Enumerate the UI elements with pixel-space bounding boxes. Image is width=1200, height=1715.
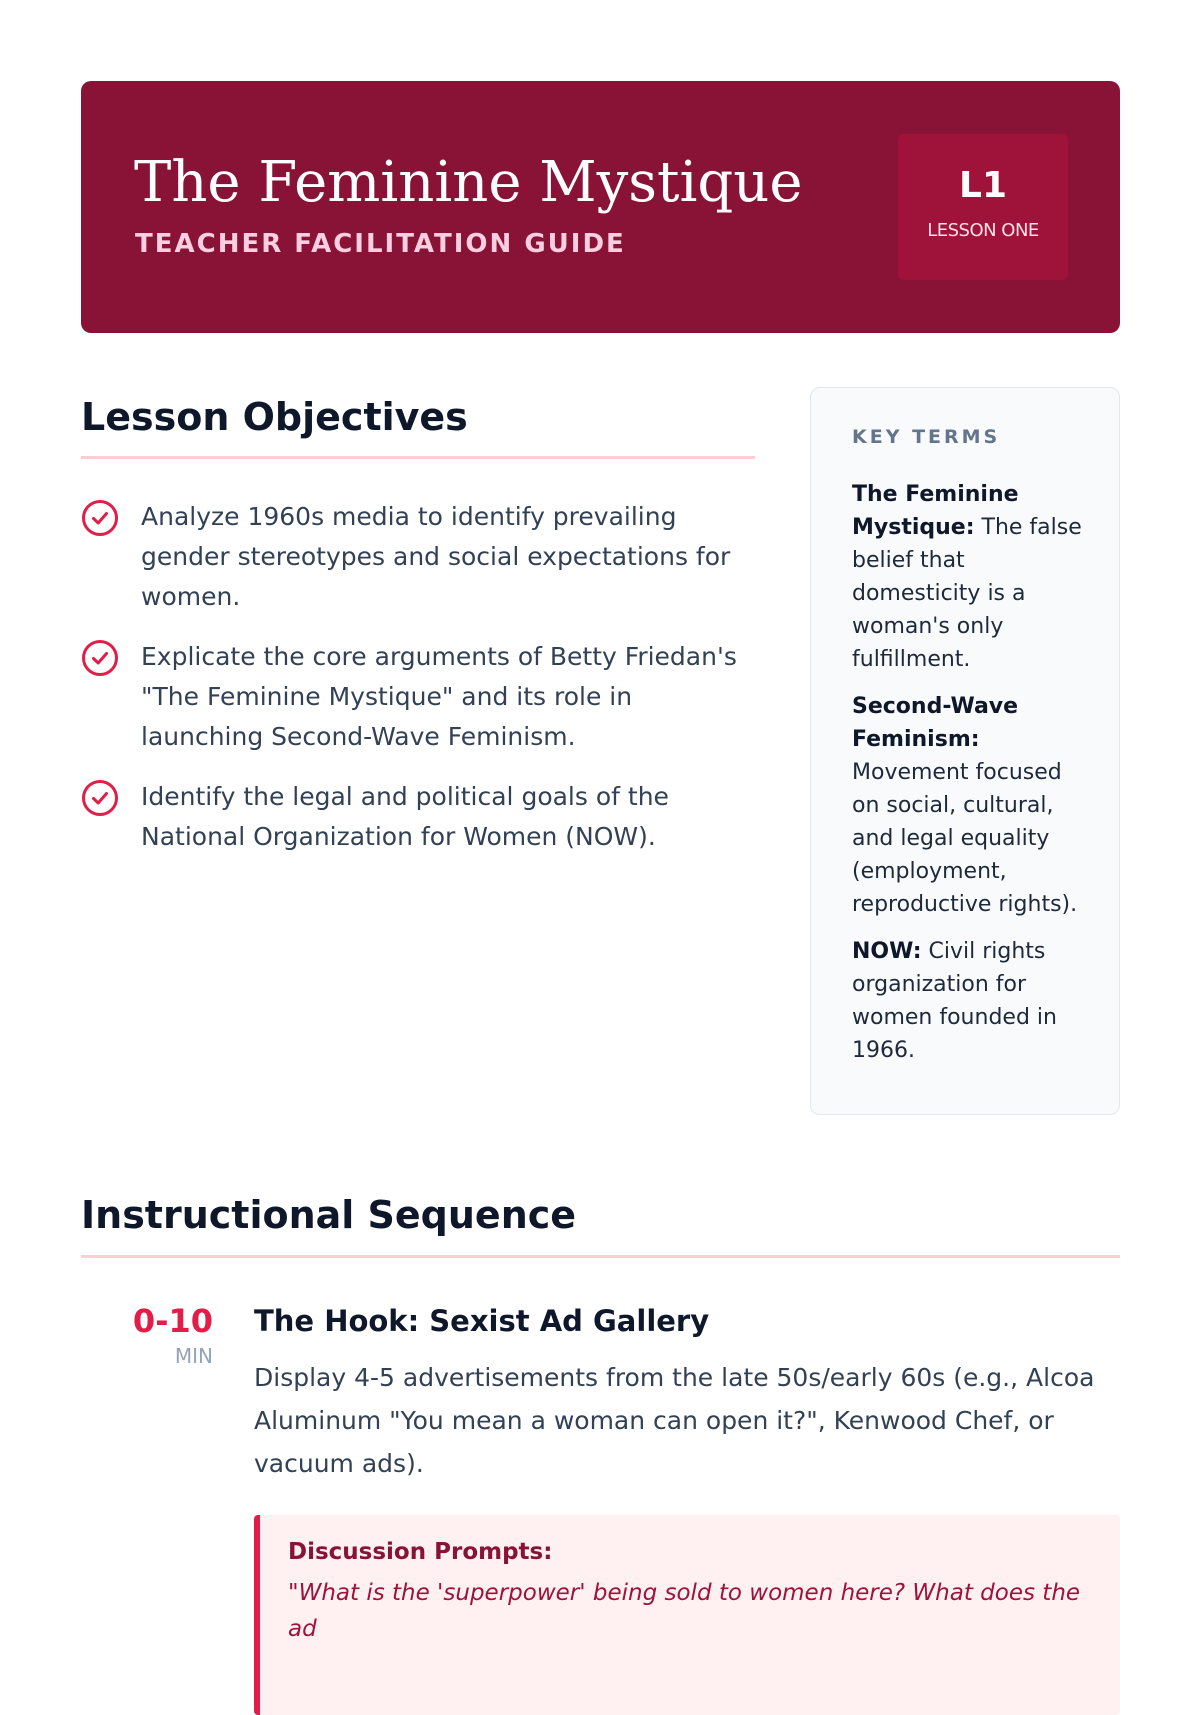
step-description: Display 4-5 advertisements from the late 50s/early 60s (e.g., Alcoa Aluminum "You mean a woman can open it?", Kenwood Chef, or vacuum ads). <box>254 1363 1095 1478</box>
objective-text: Analyze 1960s media to identify prevailing gender stereotypes and social expectations for women. <box>141 502 731 611</box>
check-circle-icon <box>81 499 119 537</box>
instructional-sequence-section <box>81 1185 1120 1715</box>
key-terms-panel <box>810 387 1120 1115</box>
check-circle-icon <box>81 779 119 817</box>
step-title: The Hook: Sexist Ad Gallery <box>254 1304 710 1338</box>
objectives-divider <box>81 456 755 459</box>
key-term-definition: Civil rights organization for women founded in 1966. <box>852 939 1057 1063</box>
key-terms-heading: KEY TERMS <box>852 426 1001 448</box>
objectives-list <box>81 497 755 857</box>
lesson-badge-code: L1 <box>959 165 1007 206</box>
step-time-range: 0-10 <box>132 1302 213 1340</box>
key-term-definition: Movement focused on social, cultural, and legal equality (employment, reproductive rights). <box>852 760 1078 917</box>
key-term-item <box>852 690 1089 921</box>
key-term-item <box>852 478 1089 676</box>
objective-text: Identify the legal and political goals of the National Organization for Women (NOW). <box>141 782 669 851</box>
page-title: The Feminine Mystique <box>134 150 803 215</box>
objective-item <box>81 637 755 757</box>
sequence-step <box>81 1300 1120 1715</box>
discussion-prompts-heading: Discussion Prompts: <box>288 1539 553 1565</box>
key-term-item <box>852 935 1089 1067</box>
key-term: The Feminine Mystique: <box>852 482 1019 540</box>
check-circle-icon <box>81 639 119 677</box>
objective-text: Explicate the core arguments of Betty Friedan's "The Feminine Mystique" and its role in launching Second-Wave Feminism. <box>141 642 737 751</box>
header-banner <box>81 81 1120 333</box>
lesson-badge <box>898 134 1068 280</box>
step-body <box>254 1300 1120 1715</box>
step-time-unit: MIN <box>174 1344 213 1368</box>
key-term: NOW: <box>852 939 922 964</box>
step-time <box>81 1300 213 1370</box>
page-subtitle: TEACHER FACILITATION GUIDE <box>135 229 626 259</box>
objective-item <box>81 777 755 857</box>
key-term: Second-Wave Feminism: <box>852 694 1019 752</box>
lesson-objectives-section <box>81 390 755 877</box>
discussion-prompt-text: "What is the 'superpower' being sold to women here? What does the ad <box>288 1580 1081 1642</box>
key-term-definition: The false belief that domesticity is a woman's only fulfillment. <box>852 515 1082 672</box>
sequence-divider <box>81 1255 1120 1258</box>
objective-item <box>81 497 755 617</box>
lesson-guide-page <box>81 81 1120 1642</box>
sequence-heading: Instructional Sequence <box>81 1193 577 1237</box>
lesson-badge-label: LESSON ONE <box>927 220 1039 241</box>
discussion-prompts-box <box>254 1515 1120 1715</box>
objectives-heading: Lesson Objectives <box>81 395 468 439</box>
